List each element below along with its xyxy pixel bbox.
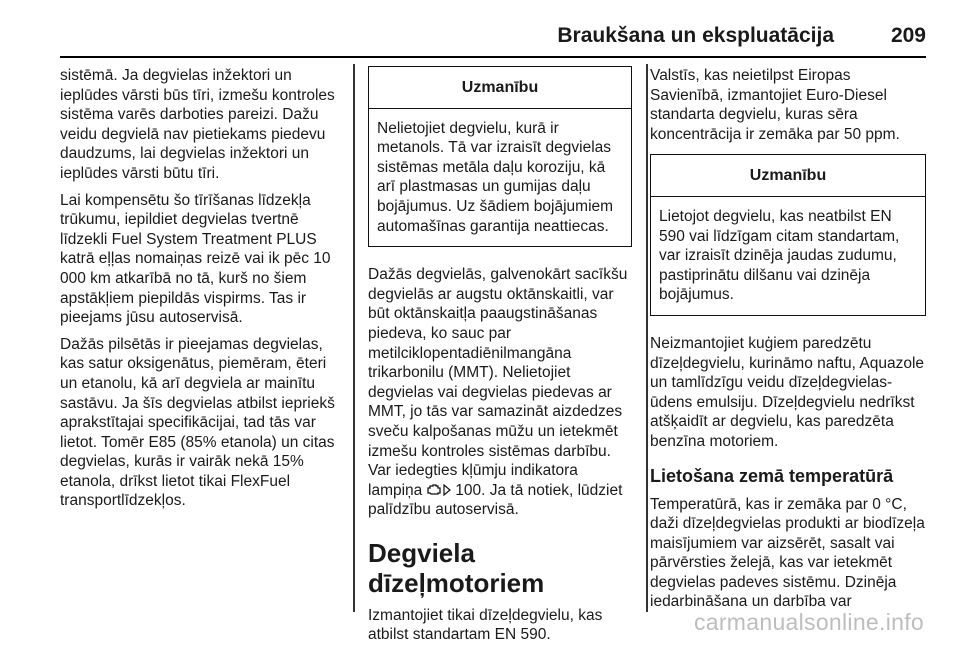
header-rule (60, 56, 926, 58)
page-reference: 100 (455, 481, 482, 499)
caution-title: Uzmanību (651, 155, 925, 197)
col3-paragraph-2: Neizmantojiet kuģiem paredzētu dīzeļdegvielu, kurināmo naftu, Aquazole un tamlīdzīgu veidu dīzeļdegvielas-ūdens emulsiju. Dīzeļdegvielu nedrīkst atšķaidīt ar degvielu, kas paredzēta benzīna motoriem. (650, 334, 925, 450)
caution-text: Nelietojiet degvielu, kurā ir metanols. Tā var izraisīt degvielas sistēmas metāla daļu koroziju, kā arī plastmasas un gumijas daļu bojājumus. Uz šādiem bojājumiem automašīnas garantija neattiecas. (377, 119, 614, 235)
mmt-text-end: . Ja tā notiek, lūdziet palīdzību autoservisā. (368, 481, 623, 519)
column-divider-1 (353, 64, 355, 612)
header-title: Braukšana un ekspluatācija (557, 24, 834, 47)
column-1 (60, 66, 342, 518)
page-header (60, 24, 926, 54)
caution-text: Lietojot degvielu, kas neatbilst EN 590 vai līdzīgam citam standartam, var izraisīt dzinēja jaudas zudumu, pastiprinātu dilšanu vai dzinēja bojājumus. (659, 207, 900, 304)
col3-paragraph-1: Valstīs, kas neietilpst Eiropas Savienībā, izmantojiet Euro-Diesel standarta degvielu, kuras sēra koncentrācija ir zemāka par 50 ppm. (650, 67, 900, 143)
column-3 (650, 66, 926, 619)
watermark: carmanualsonline.info (693, 609, 924, 635)
col3-paragraph-3: Temperatūrā, kas ir zemāka par 0 °C, daži dīzeļdegvielas produkti ar biodīzeļa maisījumiem var aizsērēt, sasalt vai pārvērsties želejā, kas var ietekmēt degvielas padeves sistēmu. Dzinēja iedarbināšana un darbība var (650, 495, 925, 611)
engine-warning-icon (427, 482, 439, 494)
col1-paragraph-3: Dažās pilsētās ir pieejamas degvielas, kas satur oksigenātus, piemēram, ēteri un etanolu, kā arī degviela ar mainītu sastāvu. Ja šīs degvielas atbilst iepriekš aprakstītajai specifikācijai, tad tās var lietot. Tomēr E85 (85% etanola) un citas degvielas, kurās ir vairāk nekā 15% etanola, drīkst lietot tikai FlexFuel transportlīdzekļos. (60, 335, 335, 510)
caution-title: Uzmanību (369, 67, 631, 109)
section-heading-diesel: Degviela dīzeļmotoriem (368, 537, 545, 598)
caution-box-methanol (368, 66, 632, 247)
mmt-text: Dažās degvielās, galvenokārt sacīkšu degvielās ar augstu oktānskaitli, var būt oktānskaitļa paaugstināšanas piedeva, ko sauc par metilciklopentadiēnilmangāna trikarbonilu (MMT). Nelietojiet degvielas vai degvielas piedevas ar MMT, jo tās var samazināt aizdedzes sveču kalpošanas mūžu un ietekmēt izmešu kontroles sistēmas darbību. Var iedegties kļūmju indikatora lampiņa (368, 266, 628, 499)
page-reference-icon (443, 482, 451, 494)
section-heading-low-temp: Lietošana zemā temperatūrā (650, 465, 894, 486)
col2-paragraph-1 (368, 265, 632, 520)
col1-paragraph-2: Lai kompensētu šo tīrīšanas līdzekļa trūkumu, iepildiet degvielas tvertnē līdzekli Fuel System Treatment PLUS katrā eļļas nomaiņas reizē vai ik pēc 10 000 km atkarībā no tā, kurš no šiem apstākļiem piepildās vispirms. Tas ir pieejams jūsu autoservisā. (60, 191, 331, 327)
page-number: 209 (890, 24, 926, 47)
column-divider-2 (646, 64, 648, 612)
column-2 (368, 66, 632, 652)
caution-box-en590 (650, 154, 926, 316)
col1-paragraph-1: sistēmā. Ja degvielas inžektori un ieplūdes vārsti būs tīri, izmešu kontroles sistēma varēs darboties pareizi. Dažu veidu degvielā nav pietiekams piedevu daudzums, lai degvielas inžektori un ieplūdes vārsti būtu tīri. (60, 67, 335, 182)
col2-paragraph-2: Izmantojiet tikai dīzeļdegvielu, kas atbilst standartam EN 590. (368, 606, 603, 644)
